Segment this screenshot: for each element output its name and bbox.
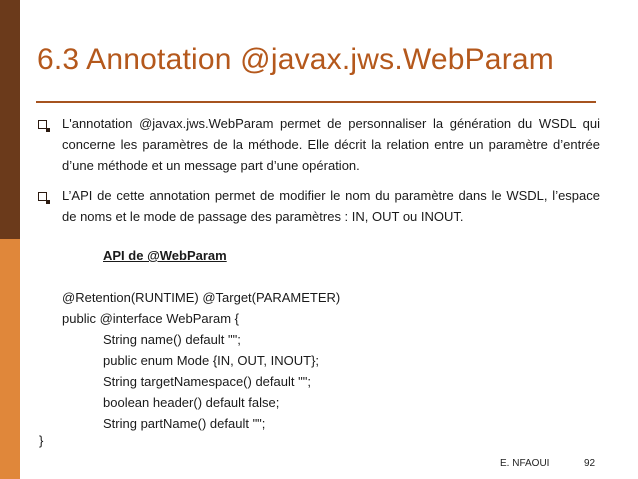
code-line: public enum Mode {IN, OUT, INOUT}; <box>103 353 320 368</box>
code-closing-brace: } <box>39 433 44 448</box>
slide-title: 6.3 Annotation @javax.jws.WebParam <box>37 43 554 76</box>
sidebar-accent-bottom <box>0 239 20 479</box>
code-line: String targetNamespace() default ""; <box>103 374 311 389</box>
sidebar-accent-top <box>0 0 20 239</box>
code-line: String partName() default ""; <box>103 416 266 431</box>
code-line: @Retention(RUNTIME) @Target(PARAMETER) <box>62 290 341 305</box>
code-line: boolean header() default false; <box>103 395 280 410</box>
code-line: public @interface WebParam { <box>62 311 239 326</box>
square-bullet-icon <box>38 192 47 201</box>
code-heading: API de @WebParam <box>103 248 227 263</box>
footer-author: E. NFAOUI <box>500 458 550 469</box>
bullet-text-1: L'annotation @javax.jws.WebParam permet de personnaliser la génération du WSDL qui concerne les paramètres de la méthode. Elle décrit la relation entre un paramètre d’entrée d’une méthode et un message part d’une opération. <box>62 116 600 173</box>
title-underline <box>36 101 596 103</box>
code-line: String name() default ""; <box>103 332 241 347</box>
square-bullet-icon <box>38 120 47 129</box>
page-number: 92 <box>584 458 596 469</box>
bullet-text-2: L’API de cette annotation permet de modifier le nom du paramètre dans le WSDL, l’espace de noms et le mode de passage des paramètres : IN, OUT ou INOUT. <box>62 188 600 224</box>
